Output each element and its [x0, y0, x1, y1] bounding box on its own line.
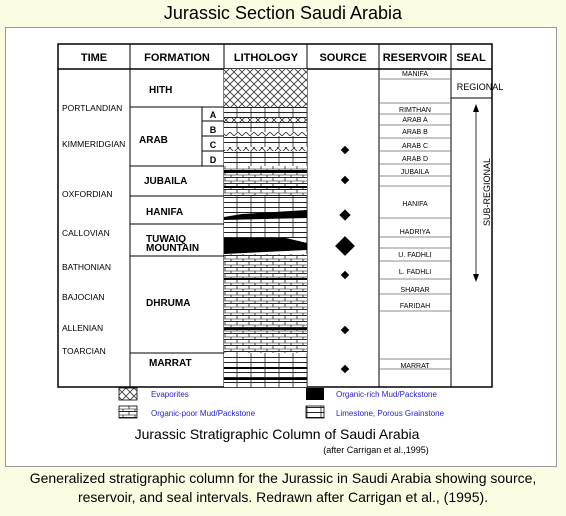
evaporite-layer [224, 69, 307, 107]
reservoir-label: ARAB D [401, 156, 429, 163]
reservoir-label: FARIDAH [399, 303, 431, 310]
time-label: ALLENIAN [62, 323, 104, 333]
arab-member-b: B [209, 125, 217, 135]
limestone-layer [224, 196, 307, 224]
time-label: PORTLANDIAN [62, 103, 123, 113]
header-source: SOURCE [319, 52, 367, 64]
seal-subregional: SUB-REGIONAL [482, 157, 492, 227]
legend-limestone: Limestone, Porous Grainstone [336, 409, 445, 418]
arab-member-c: C [209, 140, 217, 150]
legend-swatch-evaporites [119, 388, 137, 400]
header-reservoir: RESERVOIR [382, 52, 448, 64]
seal-regional: REGIONAL [456, 82, 504, 92]
reservoir-label: RIMTHAN [399, 107, 431, 114]
formation-tuwaiq-mountain: MOUNTAIN [146, 243, 200, 254]
formation-dhruma: DHRUMA [146, 298, 191, 309]
limestone-layer [224, 136, 307, 147]
time-label: OXFORDIAN [62, 189, 113, 199]
legend-evaporites: Evaporites [151, 390, 189, 399]
header-seal: SEAL [456, 52, 486, 64]
reservoir-label: ARAB C [401, 143, 429, 150]
reservoir-label: SHARAR [400, 287, 430, 294]
legend-swatch-organic-poor [119, 406, 137, 418]
reservoir-label: ARAB B [402, 129, 428, 136]
legend [119, 388, 445, 418]
reservoir-label: JUBAILA [400, 169, 430, 176]
header-time: TIME [80, 52, 108, 64]
formation-arab: ARAB [139, 135, 168, 146]
reservoir-label: MARRAT [400, 363, 430, 370]
limestone-layer [224, 151, 307, 166]
formation-hanifa: HANIFA [146, 207, 184, 218]
reservoir-label: U. FADHLI [398, 252, 432, 259]
page-title: Jurassic Section Saudi Arabia [163, 3, 403, 23]
chart-title: Jurassic Stratigraphic Column of Saudi Arabia [134, 426, 420, 442]
formation-tuwaiq: TUWAIQ [146, 234, 186, 245]
limestone-layer [224, 224, 307, 238]
figure-panel [5, 27, 557, 467]
formation-marrat: MARRAT [149, 358, 192, 369]
figure-caption: Generalized stratigraphic column for the Jurassic in Saudi Arabia showing source, reservoir, and seal intervals. Redrawn after Carrigan et al., (1995). [29, 470, 537, 505]
limestone-layer [224, 122, 307, 132]
reservoir-label: HANIFA [402, 201, 428, 208]
arab-member-a: A [209, 110, 217, 120]
arab-member-d: D [209, 155, 217, 165]
organic-poor-layer [224, 254, 307, 353]
legend-swatch-limestone [306, 406, 324, 418]
time-label: KIMMERIDGIAN [62, 139, 126, 149]
reservoir-label: HADRIYA [399, 229, 431, 236]
legend-swatch-organic-rich [306, 388, 324, 400]
legend-organic-rich: Organic-rich Mud/Packstone [336, 390, 437, 399]
chart-credit: (after Carrigan et al.,1995) [323, 445, 429, 455]
limestone-layer [224, 353, 307, 387]
legend-organic-poor: Organic-poor Mud/Packstone [151, 409, 256, 418]
formation-hith: HITH [149, 85, 173, 96]
stratigraphic-column [6, 28, 556, 466]
header-lithology: LITHOLOGY [233, 52, 299, 64]
limestone-layer [224, 107, 307, 118]
time-label: BATHONIAN [62, 262, 111, 272]
evaporite-layer [224, 118, 307, 122]
time-label: CALLOVIAN [62, 228, 110, 238]
header-formation: FORMATION [144, 52, 210, 64]
evaporite-layer [224, 147, 307, 151]
lithology-column [224, 69, 307, 387]
evaporite-layer [224, 132, 307, 136]
time-label: BAJOCIAN [62, 292, 105, 302]
reservoir-label: L. FADHLI [398, 269, 432, 276]
reservoir-label: MANIFA [401, 71, 429, 78]
time-label: TOARCIAN [62, 346, 106, 356]
reservoir-label: ARAB A [402, 117, 428, 124]
formation-jubaila: JUBAILA [144, 176, 188, 187]
